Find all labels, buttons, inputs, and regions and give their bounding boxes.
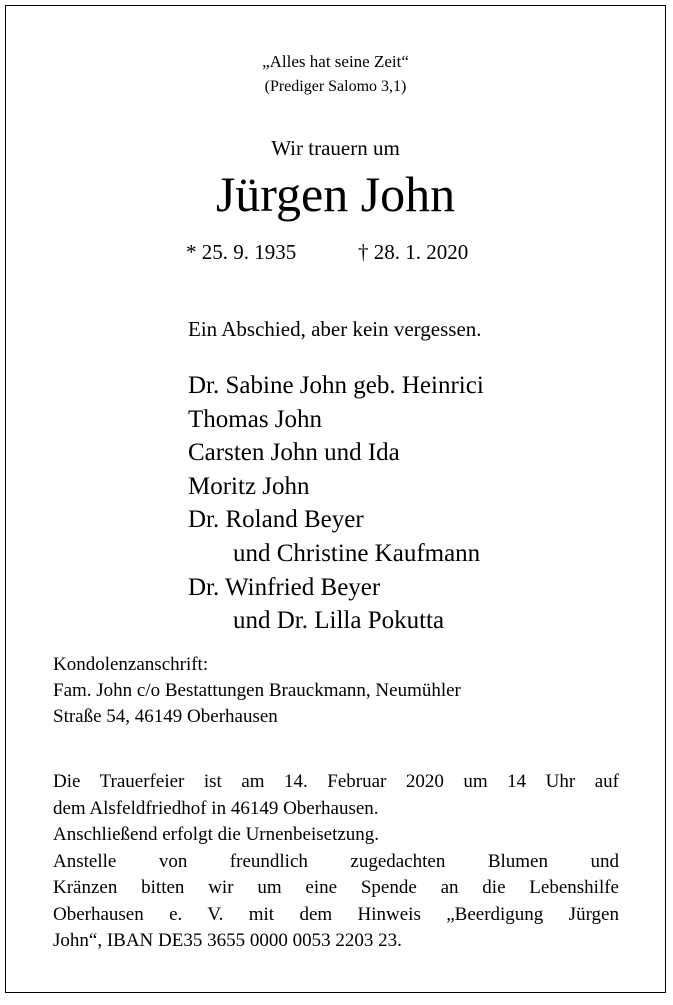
funeral-line: John“, IBAN DE35 3655 0000 0053 2203 23. [53, 930, 402, 951]
mourner-entry: Dr. Winfried Beyer [188, 573, 381, 601]
death-date: † 28. 1. 2020 [358, 240, 469, 264]
funeral-details [53, 769, 619, 955]
bible-quote: „Alles hat seine Zeit“ [262, 52, 409, 71]
funeral-line: Die Trauerfeier ist am 14. Februar 2020 um 14 Uhr auf [53, 771, 619, 792]
condolence-label: Kondolenzanschrift: [53, 654, 209, 675]
mourner-entry: Dr. Sabine John geb. Heinrici [188, 372, 484, 399]
funeral-line: Anschließend erfolgt die Urnenbeisetzung. [53, 824, 380, 845]
deceased-name: Jürgen John [215, 166, 456, 222]
birth-date: * 25. 9. 1935 [186, 240, 297, 264]
funeral-line: Oberhausen e. V. mit dem Hinweis „Beerdigung Jürgen [53, 903, 619, 925]
funeral-line: dem Alsfeldfriedhof in 46149 Oberhausen. [53, 797, 379, 819]
farewell-motto: Ein Abschied, aber kein vergessen. [188, 317, 482, 341]
mourner-entry: Thomas John [188, 405, 323, 433]
bible-quote-source: (Prediger Salomo 3,1) [264, 78, 407, 95]
mourner-entry: und Christine Kaufmann [233, 539, 481, 567]
mourner-entry: Dr. Roland Beyer [188, 506, 364, 534]
obituary-notice [5, 5, 666, 993]
mourner-entry: und Dr. Lilla Pokutta [233, 607, 445, 635]
condolence-line: Fam. John c/o Bestattungen Brauckmann, Neumühler [53, 680, 461, 701]
mourner-entry: Carsten John und Ida [188, 439, 400, 467]
condolence-line: Straße 54, 46149 Oberhausen [53, 706, 278, 727]
mourners-list [188, 369, 484, 638]
condolence-address [53, 652, 461, 730]
funeral-line: Kränzen bitten wir um eine Spende an die Lebenshilfe [53, 877, 619, 898]
mourning-intro: Wir trauern um [271, 136, 400, 160]
mourner-entry: Moritz John [188, 472, 310, 500]
funeral-line: Anstelle von freundlich zugedachten Blumen und [53, 850, 619, 872]
